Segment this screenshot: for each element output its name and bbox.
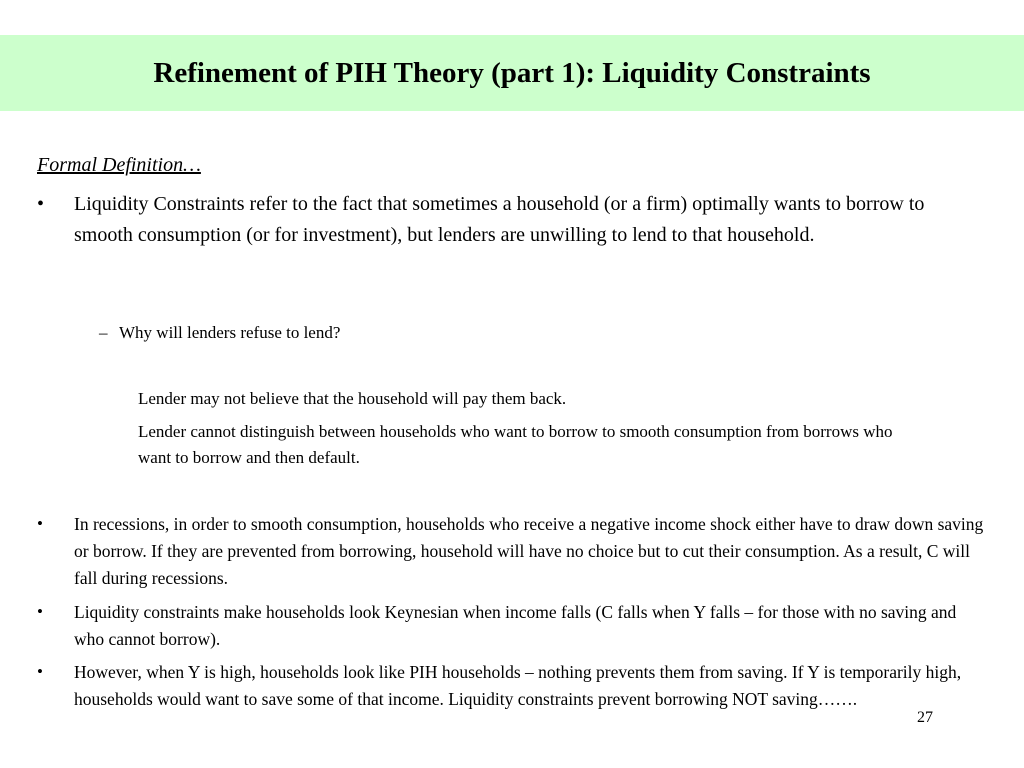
dash-marker: –	[99, 323, 108, 342]
slide-title: Refinement of PIH Theory (part 1): Liquidity Constraints	[153, 56, 871, 89]
sub-bullet-lenders-question: Why will lenders refuse to lend?	[119, 323, 341, 342]
bullet-pih-high-income: However, when Y is high, households look like PIH households – nothing prevents them from saving. If Y is temporarily high, households would want to save some of that income. Liquidity constraints prevent borrowing NOT saving…….	[74, 662, 962, 709]
bullet-marker: •	[37, 602, 43, 621]
bullet-liquidity-definition: Liquidity Constraints refer to the fact that sometimes a household (or a firm) optimally wants to borrow to smooth consumption (or for investment), but lenders are unwilling to lend to that household.	[74, 193, 925, 246]
reason-cannot-distinguish: Lender cannot distinguish between households who want to borrow to smooth consumption from borrows who want to borrow and then default.	[138, 422, 893, 467]
bullet-marker: •	[37, 514, 43, 533]
bullet-marker: •	[37, 662, 43, 681]
page-number: 27	[917, 709, 933, 726]
bullet-marker: •	[37, 193, 45, 215]
bullet-recessions: In recessions, in order to smooth consumption, households who receive a negative income shock either have to draw down saving or borrow. If they are prevented from borrowing, household will have no choice but to cut their consumption. As a result, C will fall during recessions.	[74, 514, 984, 588]
reason-repayment-doubt: Lender may not believe that the household will pay them back.	[138, 389, 567, 408]
formal-definition-heading: Formal Definition…	[37, 154, 201, 176]
bullet-keynesian: Liquidity constraints make households look Keynesian when income falls (C falls when Y falls – for those with no saving and who cannot borrow).	[74, 602, 957, 649]
